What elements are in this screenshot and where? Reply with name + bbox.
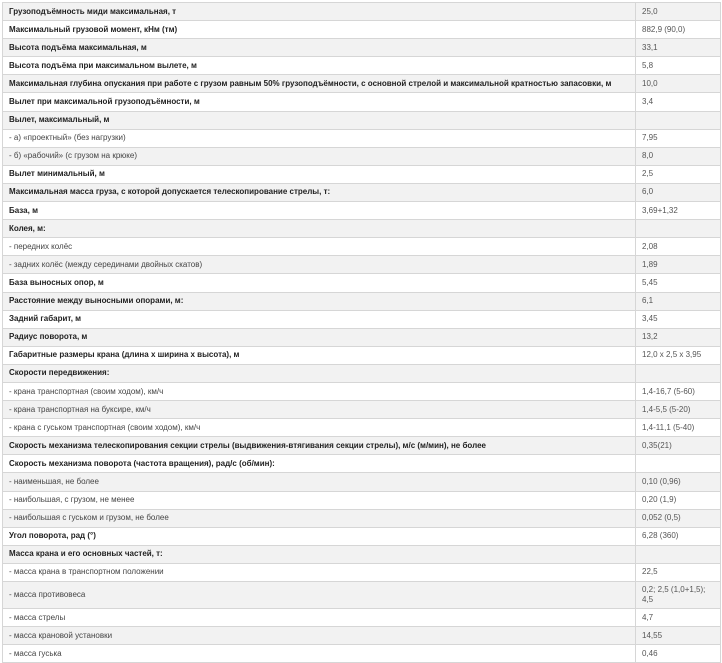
table-row — [3, 509, 721, 527]
value-cell: 12,0 х 2,5 х 3,95 — [636, 346, 721, 364]
table-row — [3, 111, 721, 129]
table-row — [3, 274, 721, 292]
parameter-cell: - наименьшая, не более — [3, 473, 636, 491]
parameter-cell: - крана транспортная (своим ходом), км/ч — [3, 382, 636, 400]
value-cell — [636, 220, 721, 238]
value-cell — [636, 111, 721, 129]
value-cell: 0,46 — [636, 645, 721, 663]
table-row — [3, 455, 721, 473]
value-cell: 0,2; 2,5 (1,0+1,5); 4,5 — [636, 582, 721, 609]
parameter-cell: - масса гуська — [3, 645, 636, 663]
value-cell: 7,95 — [636, 129, 721, 147]
parameter-cell: - масса крановой установки — [3, 627, 636, 645]
parameter-cell: - крана транспортная на буксире, км/ч — [3, 401, 636, 419]
table-row — [3, 129, 721, 147]
value-cell: 3,69+1,32 — [636, 202, 721, 220]
value-cell — [636, 545, 721, 563]
table-row — [3, 582, 721, 609]
table-row — [3, 364, 721, 382]
value-cell: 3,45 — [636, 310, 721, 328]
parameter-cell: Высота подъёма максимальная, м — [3, 39, 636, 57]
table-row — [3, 645, 721, 663]
value-cell: 13,2 — [636, 328, 721, 346]
table-row — [3, 382, 721, 400]
table-row — [3, 238, 721, 256]
table-row — [3, 527, 721, 545]
table-row — [3, 328, 721, 346]
parameter-cell: - наибольшая с гуськом и грузом, не более — [3, 509, 636, 527]
parameter-cell: Скорость механизма поворота (частота вращения), рад/с (об/мин): — [3, 455, 636, 473]
parameter-cell: Вылет при максимальной грузоподъёмности, м — [3, 93, 636, 111]
parameter-cell: - крана с гуськом транспортная (своим ходом), км/ч — [3, 419, 636, 437]
table-row — [3, 292, 721, 310]
value-cell: 5,8 — [636, 57, 721, 75]
parameter-cell: Масса крана и его основных частей, т: — [3, 545, 636, 563]
table-row — [3, 563, 721, 581]
parameter-cell: - масса противовеса — [3, 582, 636, 609]
table-row — [3, 3, 721, 21]
value-cell: 1,4-11,1 (5-40) — [636, 419, 721, 437]
table-row — [3, 93, 721, 111]
specs-table-body — [3, 3, 721, 663]
table-row — [3, 491, 721, 509]
parameter-cell: Угол поворота, рад (°) — [3, 527, 636, 545]
value-cell: 6,0 — [636, 183, 721, 201]
table-row — [3, 310, 721, 328]
value-cell: 1,4-16,7 (5-60) — [636, 382, 721, 400]
value-cell: 8,0 — [636, 147, 721, 165]
parameter-cell: Высота подъёма при максимальном вылете, м — [3, 57, 636, 75]
parameter-cell: Скорости передвижения: — [3, 364, 636, 382]
parameter-cell: Максимальная глубина опускания при работе с грузом равным 50% грузоподъёмности, с основной стрелой и максимальной кратностью запасовки, м — [3, 75, 636, 93]
value-cell: 5,45 — [636, 274, 721, 292]
parameter-cell: Габаритные размеры крана (длина х ширина х высота), м — [3, 346, 636, 364]
value-cell: 22,5 — [636, 563, 721, 581]
parameter-cell: - передних колёс — [3, 238, 636, 256]
table-row — [3, 437, 721, 455]
value-cell: 33,1 — [636, 39, 721, 57]
value-cell: 1,4-5,5 (5-20) — [636, 401, 721, 419]
value-cell: 1,89 — [636, 256, 721, 274]
table-row — [3, 183, 721, 201]
parameter-cell: Максимальный грузовой момент, кНм (тм) — [3, 21, 636, 39]
parameter-cell: База выносных опор, м — [3, 274, 636, 292]
value-cell — [636, 455, 721, 473]
value-cell: 0,35(21) — [636, 437, 721, 455]
value-cell: 0,052 (0,5) — [636, 509, 721, 527]
parameter-cell: - задних колёс (между серединами двойных скатов) — [3, 256, 636, 274]
value-cell: 14,55 — [636, 627, 721, 645]
value-cell: 4,7 — [636, 609, 721, 627]
value-cell: 882,9 (90,0) — [636, 21, 721, 39]
table-row — [3, 473, 721, 491]
parameter-cell: Расстояние между выносными опорами, м: — [3, 292, 636, 310]
parameter-cell: - масса крана в транспортном положении — [3, 563, 636, 581]
parameter-cell: Вылет, максимальный, м — [3, 111, 636, 129]
table-row — [3, 165, 721, 183]
parameter-cell: - а) «проектный» (без нагрузки) — [3, 129, 636, 147]
table-row — [3, 627, 721, 645]
parameter-cell: Радиус поворота, м — [3, 328, 636, 346]
table-row — [3, 346, 721, 364]
table-row — [3, 21, 721, 39]
value-cell: 3,4 — [636, 93, 721, 111]
table-row — [3, 419, 721, 437]
parameter-cell: Грузоподъёмность миди максимальная, т — [3, 3, 636, 21]
parameter-cell: Колея, м: — [3, 220, 636, 238]
parameter-cell: - б) «рабочий» (с грузом на крюке) — [3, 147, 636, 165]
value-cell: 2,08 — [636, 238, 721, 256]
table-row — [3, 75, 721, 93]
table-row — [3, 609, 721, 627]
value-cell: 0,20 (1,9) — [636, 491, 721, 509]
parameter-cell: Задний габарит, м — [3, 310, 636, 328]
specs-table — [2, 2, 721, 663]
value-cell: 6,28 (360) — [636, 527, 721, 545]
parameter-cell: Скорость механизма телескопирования секции стрелы (выдвижения-втягивания секции стрелы), м/с (м/мин), не более — [3, 437, 636, 455]
value-cell: 2,5 — [636, 165, 721, 183]
parameter-cell: Максимальная масса груза, с которой допускается телескопирование стрелы, т: — [3, 183, 636, 201]
value-cell: 25,0 — [636, 3, 721, 21]
value-cell: 0,10 (0,96) — [636, 473, 721, 491]
parameter-cell: - наибольшая, с грузом, не менее — [3, 491, 636, 509]
parameter-cell: База, м — [3, 202, 636, 220]
parameter-cell: Вылет минимальный, м — [3, 165, 636, 183]
table-row — [3, 57, 721, 75]
table-row — [3, 220, 721, 238]
table-row — [3, 256, 721, 274]
table-row — [3, 545, 721, 563]
table-row — [3, 147, 721, 165]
table-row — [3, 39, 721, 57]
table-row — [3, 401, 721, 419]
table-row — [3, 202, 721, 220]
value-cell: 6,1 — [636, 292, 721, 310]
parameter-cell: - масса стрелы — [3, 609, 636, 627]
value-cell — [636, 364, 721, 382]
value-cell: 10,0 — [636, 75, 721, 93]
